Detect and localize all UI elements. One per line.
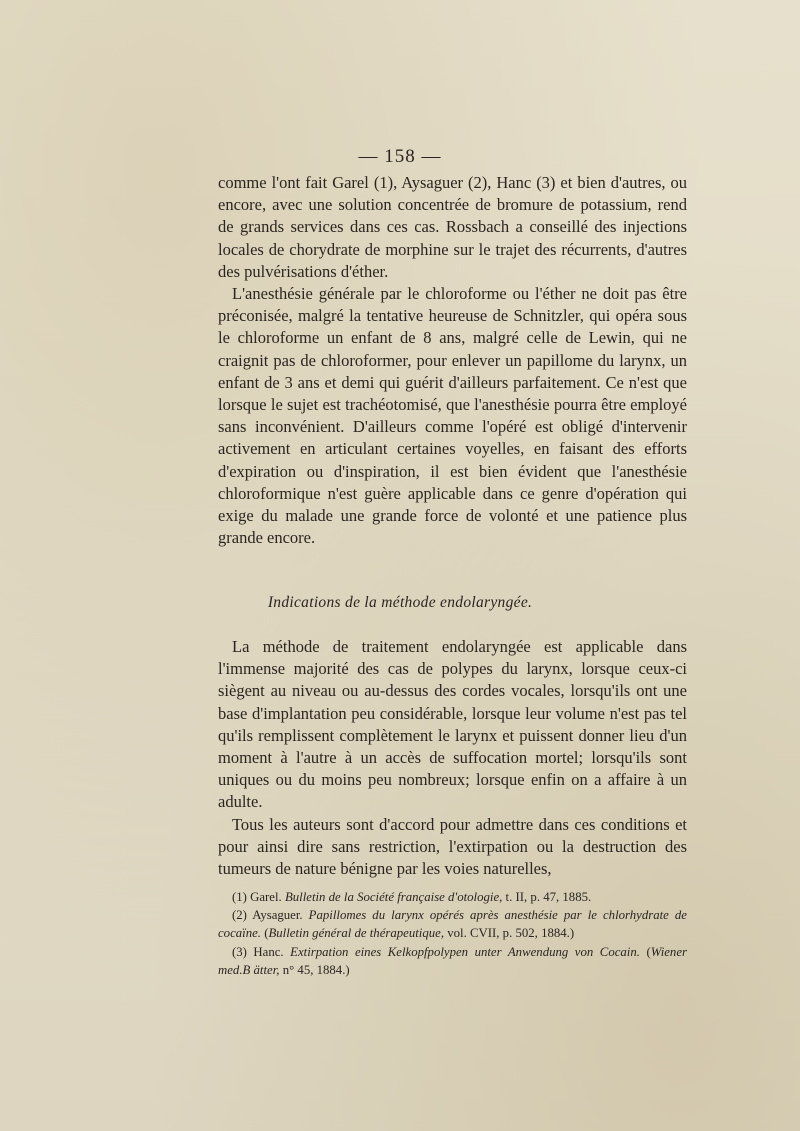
footnote-3-prefix: (3) Hanc. xyxy=(232,944,291,959)
footnote-3-journal: Wiener med.B ätter, xyxy=(218,944,687,977)
paragraph-continuation: comme l'ont fait Garel (1), Aysaguer (2), Hanc (3) et bien d'autres, ou encore, avec une solution concentrée de bromure de potassium, rend de grands services dans ces cas. Rossbach a conseillé des injections locales de chorydrate de morphine sur le trajet des récurrents, d'autres des pulvérisations d'éther. xyxy=(218,173,687,281)
body-text-bottom xyxy=(218,636,687,880)
footnote-2-mid: ( xyxy=(261,926,269,941)
section-heading: Indications de la méthode endolaryngée. xyxy=(267,594,533,611)
page-number: — 158 — xyxy=(358,146,442,167)
footnote-1 xyxy=(218,888,687,906)
footnote-2-journal: Bulletin général de thérapeutique, xyxy=(268,926,445,941)
paragraph-anesthesia: L'anesthésie générale par le chloroforme ou l'éther ne doit pas être préconisée, malgré la tentative heureuse de Schnitzler, qui opéra sous le chloroforme un enfant de 8 ans, malgré celle de Lewin, qui ne craignit pas de chloroformer, pour enlever un papillome du larynx, un enfant de 3 ans et demi qui guérit d'ailleurs parfaitement. Ce n'est que lorsque le sujet est trachéotomisé, que l'anesthésie pourra être employé sans inconvénient. D'ailleurs comme l'opéré est obligé d'intervenir activement en articulant certaines voyelles, en faisant des efforts d'expiration ou d'inspiration, il est bien évident que l'anesthésie chloroformique n'est guère applicable dans ce genre d'opération qui exige du malade une grande force de volonté et une patience plus grande encore. xyxy=(218,284,687,548)
footnote-2-prefix: (2) Aysaguer. xyxy=(232,908,309,923)
footnote-2-rest: vol. CVII, p. 502, 1884.) xyxy=(444,926,575,941)
footnote-3-rest: n° 45, 1884.) xyxy=(279,962,350,977)
body-text-top xyxy=(218,172,687,549)
paragraph-authors: Tous les auteurs sont d'accord pour admettre dans ces conditions et pour ainsi dire sans restriction, l'extirpation ou la destruction des tumeurs de nature bénigne par les voies naturelles, xyxy=(218,814,687,879)
footnote-2-title: Papillomes du larynx opérés après anesthésie par le chlorhydrate de cocaïne. xyxy=(218,908,687,941)
footnotes xyxy=(218,888,687,979)
footnote-1-prefix: (1) Garel. xyxy=(232,890,285,904)
footnote-3-mid: ( xyxy=(639,944,651,959)
footnote-1-rest: t. II, p. 47, 1885. xyxy=(502,890,592,904)
footnote-3 xyxy=(218,943,687,979)
footnote-1-title: Bulletin de la Société française d'otologie, xyxy=(284,890,503,904)
paragraph-indications: La méthode de traitement endolaryngée est applicable dans l'immense majorité des cas de polypes du larynx, lorsque ceux-ci siègent au niveau ou au-dessus des cordes vocales, lorsqu'ils ont une base d'implantation peu considérable, lorsque leur volume n'est pas tel qu'ils remplissent complètement le larynx et puissent donner lieu d'un moment à l'autre à un accès de suffocation mortel; lorsqu'ils sont uniques ou du moins peu nombreux; lorsque enfin on a affaire à un adulte. xyxy=(218,637,687,812)
footnote-3-title: Extirpation eines Kelkopfpolypen unter Anwendung von Cocain. xyxy=(290,944,640,959)
footnote-2 xyxy=(218,906,687,942)
